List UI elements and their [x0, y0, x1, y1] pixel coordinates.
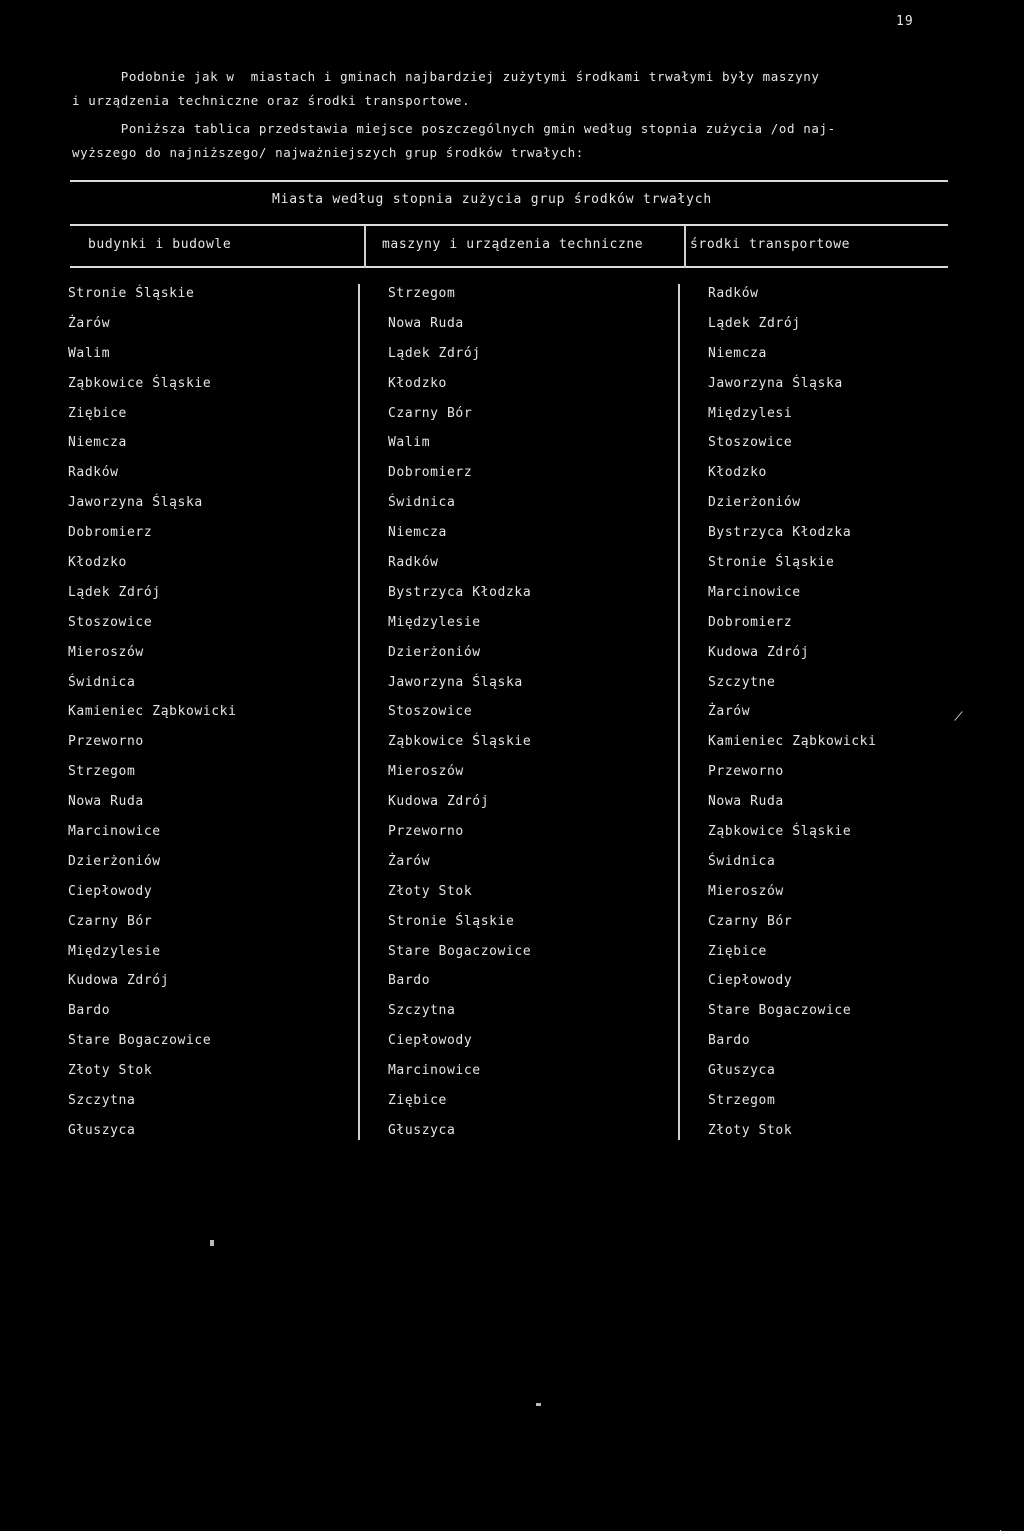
list-item: Bystrzyca Kłodzka [388, 584, 532, 600]
list-item: Niemcza [68, 435, 127, 451]
list-item: Bystrzyca Kłodzka [708, 525, 852, 541]
list-item: Świdnica [68, 674, 136, 690]
list-item: Strzegom [708, 1093, 776, 1109]
list-item: Strzegom [388, 286, 456, 301]
list-item: Stoszowice [68, 614, 153, 630]
list-item: Ząbkowice Śląskie [68, 375, 212, 391]
scan-speck [954, 711, 962, 721]
list-item: Dzierżoniów [708, 495, 801, 511]
list-item: Kłodzko [708, 465, 767, 481]
list-item: Szczytne [708, 674, 776, 690]
list-item: Marcinowice [388, 1063, 481, 1079]
scan-speck [536, 1403, 541, 1406]
column-divider [364, 226, 366, 268]
list-item: Nowa Ruda [388, 315, 464, 331]
list-item: Jaworzyna Śląska [68, 495, 203, 511]
list-item: Stare Bogaczowice [68, 1033, 212, 1049]
table-header-rule [70, 266, 948, 268]
list-item: Żarów [388, 853, 431, 869]
list-item: Jaworzyna Śląska [708, 375, 843, 391]
list-item: Radków [388, 555, 439, 571]
list-item: Ziębice [708, 943, 767, 959]
page-number: 19 [896, 14, 914, 29]
list-item: Stronie Śląskie [68, 286, 195, 301]
table-title: Miasta według stopnia zużycia grup środków trwałych [272, 192, 712, 207]
list-item: Stare Bogaczowice [708, 1003, 852, 1019]
list-item: Stoszowice [388, 704, 473, 720]
column-machinery [388, 284, 531, 1151]
list-item: Ząbkowice Śląskie [388, 734, 532, 750]
list-item: Ciepłowody [708, 973, 793, 989]
list-item: Kudowa Zdrój [68, 973, 170, 989]
list-item: Czarny Bór [708, 913, 793, 929]
paragraph-line: Podobnie jak w miastach i gminach najbardziej zużytymi środkami trwałymi były maszyny [72, 69, 820, 84]
list-item: Dzierżoniów [388, 644, 481, 660]
list-item: Mieroszów [388, 764, 464, 780]
list-item: Głuszyca [708, 1063, 776, 1079]
list-item: Kłodzko [388, 375, 447, 391]
column-divider [684, 226, 686, 268]
list-item: Kudowa Zdrój [708, 644, 810, 660]
list-item: Bardo [68, 1003, 111, 1019]
paragraph-line: wyższego do najniższego/ najważniejszych grup środków trwałych: [72, 145, 584, 160]
list-item: Złoty Stok [388, 883, 473, 899]
list-item: Mieroszów [708, 883, 784, 899]
list-item: Ząbkowice Śląskie [708, 824, 852, 840]
list-item: Lądek Zdrój [708, 315, 801, 331]
list-item: Radków [68, 465, 119, 481]
list-item: Stoszowice [708, 435, 793, 451]
list-item: Walim [68, 345, 111, 361]
list-item: Czarny Bór [388, 405, 473, 421]
list-item: Jaworzyna Śląska [388, 674, 523, 690]
list-item: Czarny Bór [68, 913, 153, 929]
list-item: Żarów [708, 704, 751, 720]
list-item: Kłodzko [68, 555, 127, 571]
list-item: Głuszyca [388, 1122, 456, 1138]
list-item: Świdnica [388, 495, 456, 511]
list-item: Stronie Śląskie [388, 913, 515, 929]
column-transport [708, 284, 877, 1151]
column-divider [358, 284, 360, 1140]
list-item: Radków [708, 286, 759, 301]
list-item: Stare Bogaczowice [388, 943, 532, 959]
list-item: Kamieniec Ząbkowicki [708, 734, 877, 750]
list-item: Ziębice [68, 405, 127, 421]
list-item: Niemcza [388, 525, 447, 541]
list-item: Nowa Ruda [708, 794, 784, 810]
list-item: Nowa Ruda [68, 794, 144, 810]
list-item: Ziębice [388, 1093, 447, 1109]
table-top-rule [70, 180, 948, 182]
list-item: Mieroszów [68, 644, 144, 660]
list-item: Kudowa Zdrój [388, 794, 490, 810]
column-buildings [68, 284, 237, 1151]
list-item: Międzylesi [708, 405, 793, 421]
table-title-rule [70, 224, 948, 226]
list-item: Ciepłowody [68, 883, 153, 899]
scan-speck [210, 1240, 214, 1246]
list-item: Lądek Zdrój [68, 584, 161, 600]
list-item: Przeworno [708, 764, 784, 780]
column-header-machinery: maszyny i urządzenia techniczne [382, 237, 644, 252]
paragraph-intro [72, 65, 942, 113]
list-item: Świdnica [708, 853, 776, 869]
list-item: Bardo [388, 973, 431, 989]
list-item: Złoty Stok [708, 1122, 793, 1138]
list-item: Kamieniec Ząbkowicki [68, 704, 237, 720]
list-item: Głuszyca [68, 1122, 136, 1138]
list-item: Przeworno [388, 824, 464, 840]
list-item: Dzierżoniów [68, 853, 161, 869]
list-item: Dobromierz [708, 614, 793, 630]
list-item: Niemcza [708, 345, 767, 361]
list-item: Międzylesie [388, 614, 481, 630]
list-item: Ciepłowody [388, 1033, 473, 1049]
list-item: Przeworno [68, 734, 144, 750]
list-item: Dobromierz [388, 465, 473, 481]
column-header-transport: środki transportowe [690, 237, 851, 252]
list-item: Lądek Zdrój [388, 345, 481, 361]
list-item: Strzegom [68, 764, 136, 780]
list-item: Dobromierz [68, 525, 153, 541]
list-item: Międzylesie [68, 943, 161, 959]
column-header-buildings: budynki i budowle [88, 237, 232, 252]
paragraph-line: Poniższa tablica przedstawia miejsce poszczególnych gmin według stopnia zużycia /od naj- [72, 121, 836, 136]
list-item: Walim [388, 435, 431, 451]
list-item: Szczytna [388, 1003, 456, 1019]
list-item: Marcinowice [68, 824, 161, 840]
list-item: Marcinowice [708, 584, 801, 600]
list-item: Złoty Stok [68, 1063, 153, 1079]
list-item: Bardo [708, 1033, 751, 1049]
list-item: Szczytna [68, 1093, 136, 1109]
list-item: Żarów [68, 315, 111, 331]
paragraph-table-intro [72, 117, 942, 165]
column-divider [678, 284, 680, 1140]
list-item: Stronie Śląskie [708, 555, 835, 571]
paragraph-line: i urządzenia techniczne oraz środki transportowe. [72, 93, 471, 108]
